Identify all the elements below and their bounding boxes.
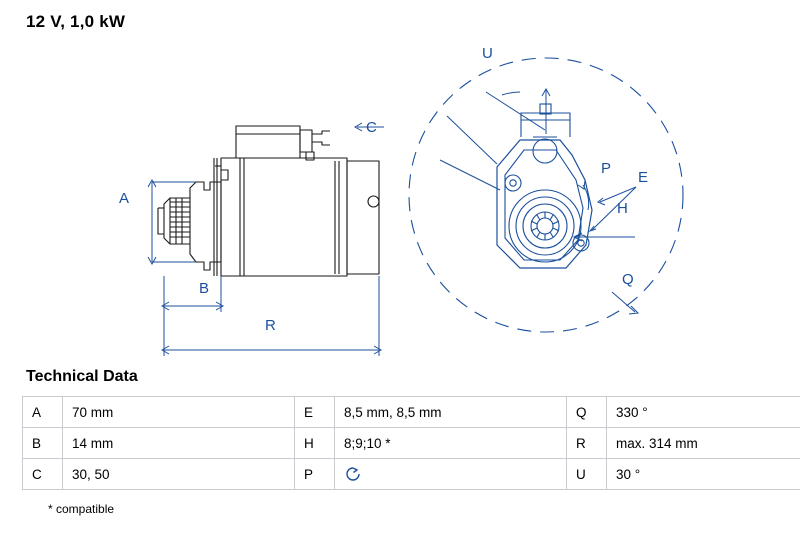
label-R: R (265, 317, 276, 334)
row-key-b: B (23, 428, 63, 459)
technical-data-table-wrapper (22, 396, 778, 490)
label-P: P (601, 160, 612, 177)
label-C: C (366, 119, 377, 136)
label-B: B (199, 280, 210, 297)
rotation-ccw-icon (344, 465, 362, 483)
front-view-dimensions (440, 89, 638, 314)
row-key-c: C (23, 459, 63, 490)
technical-data-table (22, 396, 800, 490)
row-value-p (335, 459, 567, 490)
row-key-q: Q (567, 397, 607, 428)
row-value-h: 8;9;10 * (335, 428, 567, 459)
label-U: U (482, 45, 493, 62)
label-H: H (617, 200, 628, 217)
row-key-h: H (295, 428, 335, 459)
label-E: E (638, 169, 649, 186)
technical-data-heading: Technical Data (26, 368, 138, 385)
starter-motor-technical-drawing (0, 30, 800, 360)
front-view-dimension-labels (482, 45, 648, 288)
row-key-e: E (295, 397, 335, 428)
row-value-u: 30 ° (607, 459, 800, 490)
table-row (23, 459, 800, 490)
row-value-e: 8,5 mm, 8,5 mm (335, 397, 567, 428)
row-value-c: 30, 50 (63, 459, 295, 490)
row-value-a: 70 mm (63, 397, 295, 428)
row-key-u: U (567, 459, 607, 490)
row-key-p: P (295, 459, 335, 490)
row-value-b: 14 mm (63, 428, 295, 459)
row-value-r: max. 314 mm (607, 428, 800, 459)
row-key-a: A (23, 397, 63, 428)
row-value-q: 330 ° (607, 397, 800, 428)
table-row (23, 397, 800, 428)
side-view-drawing (158, 126, 379, 276)
label-A: A (119, 190, 130, 207)
table-footnote: * compatible (48, 502, 115, 516)
label-Q: Q (622, 271, 634, 288)
table-row (23, 428, 800, 459)
page-title: 12 V, 1,0 kW (26, 12, 126, 31)
row-key-r: R (567, 428, 607, 459)
